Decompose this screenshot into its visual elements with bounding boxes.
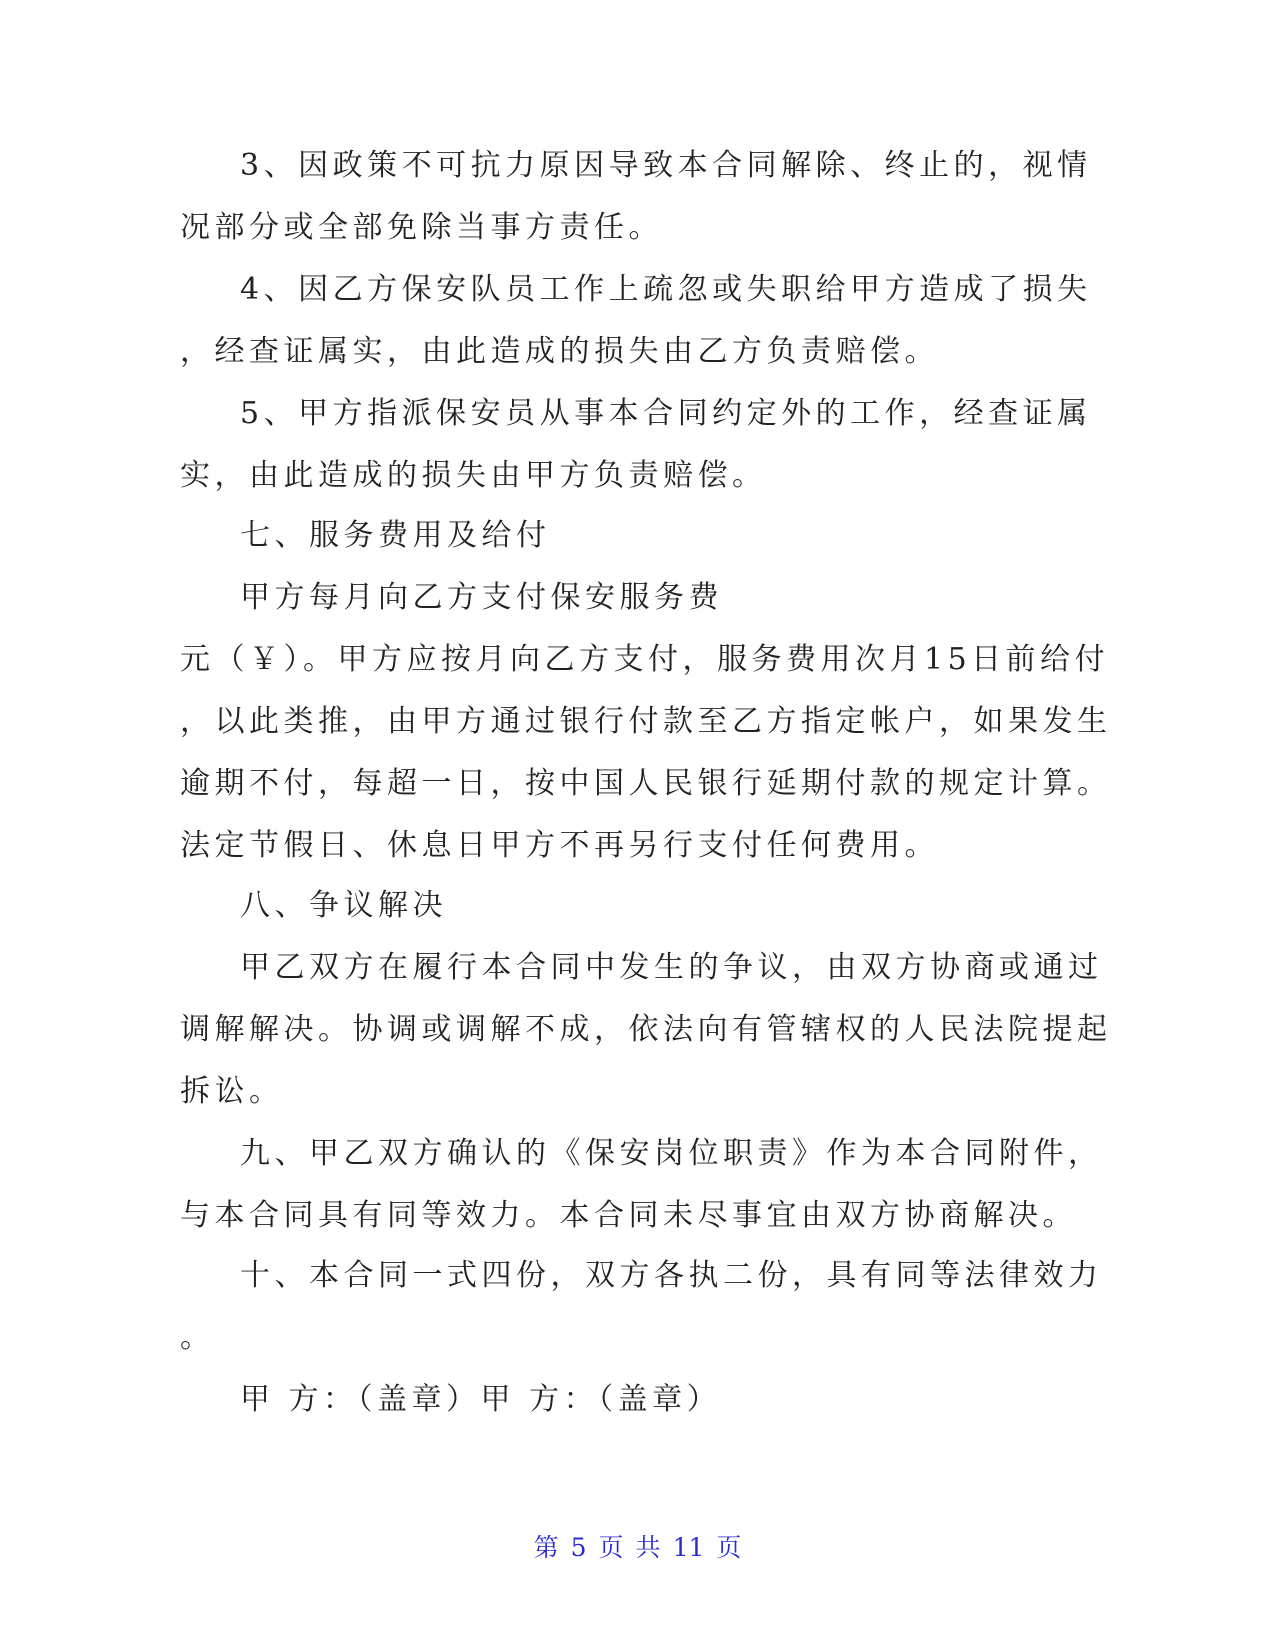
paragraph-line: 元（￥）。甲方应按月向乙方支付，服务费用次月15日前给付 — [180, 642, 1110, 677]
paragraph-line: 法定节假日、休息日甲方不再另行支付任何费用。 — [180, 828, 939, 863]
paragraph-line: 实，由此造成的损失由甲方负责赔偿。 — [180, 458, 767, 493]
page-footer — [0, 1532, 1275, 1564]
footer-label: 共 — [635, 1533, 661, 1562]
paragraph-line: ，以此类推，由甲方通过银行付款至乙方指定帐户，如果发生 — [180, 704, 1112, 739]
total-page-count: 11 — [672, 1533, 705, 1562]
paragraph-line: 4、因乙方保安队员工作上疏忽或失职给甲方造成了损失 — [240, 272, 1092, 307]
paragraph-line: 九、甲乙双方确认的《保安岗位职责》作为本合同附件， — [240, 1136, 1103, 1171]
paragraph-line: 调解解决。协调或调解不成，依法向有管辖权的人民法院提起 — [180, 1012, 1112, 1047]
footer-label: 页 — [716, 1533, 742, 1562]
paragraph-line: 拆讼。 — [180, 1074, 284, 1109]
paragraph-line: 5、甲方指派保安员从事本合同约定外的工作，经查证属 — [240, 396, 1092, 431]
paragraph-line: 3、因政策不可抗力原因导致本合同解除、终止的，视情 — [240, 148, 1092, 183]
paragraph-line: ，经查证属实，由此造成的损失由乙方负责赔偿。 — [180, 334, 939, 369]
paragraph-line: 况部分或全部免除当事方责任。 — [180, 210, 663, 245]
signature-line: 甲 方：（盖章）甲 方：（盖章） — [240, 1382, 722, 1417]
paragraph-line: 甲方每月向乙方支付保安服务费 — [240, 580, 723, 615]
footer-label: 页 — [598, 1533, 624, 1562]
paragraph-line: 甲乙双方在履行本合同中发生的争议，由双方协商或通过 — [240, 950, 1103, 985]
footer-label: 第 — [533, 1533, 559, 1562]
paragraph-line: 逾期不付，每超一日，按中国人民银行延期付款的规定计算。 — [180, 766, 1112, 801]
paragraph-line: 十、本合同一式四份，双方各执二份，具有同等法律效力 — [240, 1258, 1103, 1293]
current-page-number: 5 — [570, 1533, 587, 1562]
section-heading: 八、争议解决 — [240, 888, 447, 923]
paragraph-line: 与本合同具有同等效力。本合同未尽事宜由双方协商解决。 — [180, 1198, 1077, 1233]
paragraph-line: 。 — [180, 1320, 215, 1355]
section-heading: 七、服务费用及给付 — [240, 518, 551, 553]
